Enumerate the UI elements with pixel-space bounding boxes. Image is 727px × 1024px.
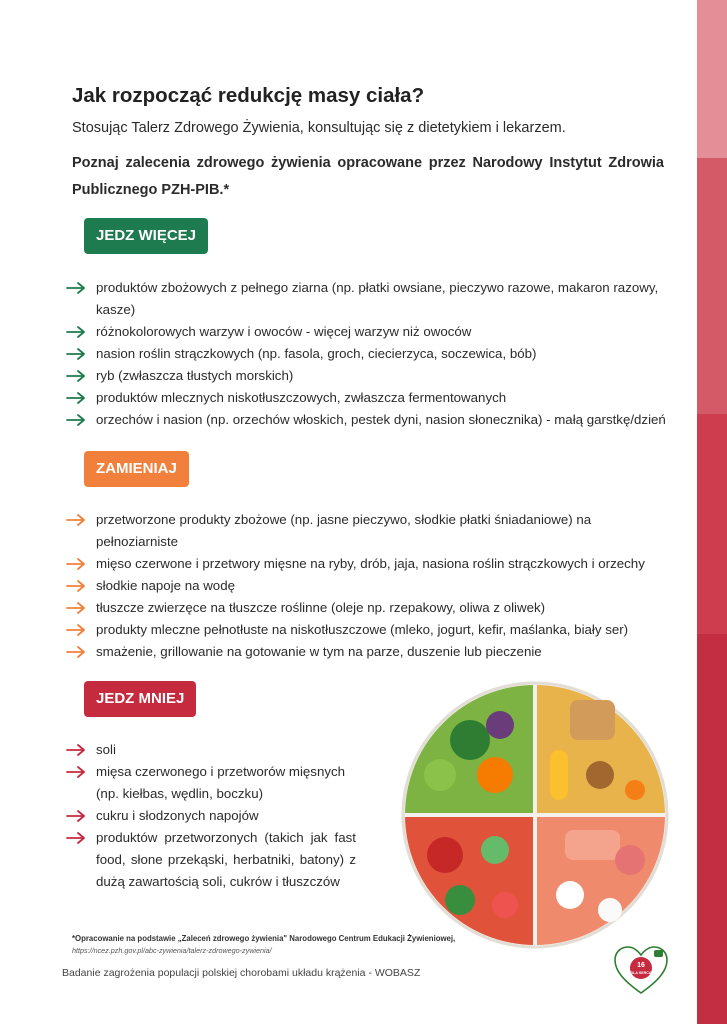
heart-logo-icon <box>612 944 670 996</box>
eat-more-list <box>66 277 676 431</box>
list-item <box>66 761 356 805</box>
list-item <box>66 343 676 365</box>
side-stripe-bottom <box>697 634 727 1024</box>
list-item-text: różnokolorowych warzyw i owoców - więcej warzyw niż owoców <box>96 324 472 339</box>
list-item-text: smażenie, grillowanie na gotowanie w tym na parze, duszenie lub pieczenie <box>96 644 542 659</box>
list-item-text: nasion roślin strączkowych (np. fasola, groch, ciecierzyca, soczewica, bób) <box>96 346 537 361</box>
list-item-text: słodkie napoje na wodę <box>96 578 235 593</box>
logo-text: DLA SERCA <box>630 971 652 975</box>
side-stripe-upper <box>697 158 727 414</box>
list-item-text: produktów zbożowych z pełnego ziarna (np. płatki owsiane, pieczywo razowe, makaron razowy, kasze) <box>96 280 659 317</box>
list-item-text: mięso czerwone i przetwory mięsne na ryby, drób, jaja, nasiona roślin strączkowych i orzechy <box>96 556 645 571</box>
list-item <box>66 597 666 619</box>
arrow-right-icon <box>66 743 86 757</box>
list-item <box>66 321 676 343</box>
arrow-right-icon <box>66 557 86 571</box>
list-item <box>66 553 666 575</box>
side-stripe-top <box>697 0 727 158</box>
list-item-text: produkty mleczne pełnotłuste na niskotłuszczowe (mleko, jogurt, kefir, maślanka, biały ser) <box>96 622 629 637</box>
arrow-right-icon <box>66 765 86 779</box>
list-item-text: soli <box>96 742 116 757</box>
arrow-right-icon <box>66 579 86 593</box>
footnote-url: https://ncez.pzh.gov.pl/abc-zywienia/talerz-zdrowego-zywienia/ <box>72 946 272 955</box>
list-item-text: produktów mlecznych niskotłuszczowych, zwłaszcza fermentowanych <box>96 390 507 405</box>
eat-less-badge: JEDZ MNIEJ <box>84 681 196 717</box>
arrow-right-icon <box>66 513 86 527</box>
side-stripe-middle <box>697 414 727 634</box>
arrow-right-icon <box>66 809 86 823</box>
list-item <box>66 409 676 431</box>
arrow-right-icon <box>66 623 86 637</box>
swap-badge: ZAMIENIAJ <box>84 451 189 487</box>
list-item <box>66 509 666 553</box>
list-item <box>66 827 356 893</box>
list-item <box>66 739 356 761</box>
list-item <box>66 575 666 597</box>
swap-list <box>66 509 666 663</box>
footnote-source: *Opracowanie na podstawie „Zaleceń zdrowego żywienia" Narodowego Centrum Edukacji Żywieniowej, <box>72 934 456 943</box>
logo-number: 16 <box>637 962 645 969</box>
footer-text: Badanie zagrożenia populacji polskiej chorobami układu krążenia - WOBASZ <box>62 967 421 979</box>
arrow-right-icon <box>66 325 86 339</box>
arrow-right-icon <box>66 831 86 845</box>
healthy-plate-illustration <box>400 680 670 950</box>
arrow-right-icon <box>66 413 86 427</box>
list-item <box>66 641 666 663</box>
arrow-right-icon <box>66 281 86 295</box>
list-item-text: ryb (zwłaszcza tłustych morskich) <box>96 368 294 383</box>
arrow-right-icon <box>66 645 86 659</box>
arrow-right-icon <box>66 347 86 361</box>
arrow-right-icon <box>66 369 86 383</box>
arrow-right-icon <box>66 601 86 615</box>
list-item-text: produktów przetworzonych (takich jak fast food, słone przekąski, herbatniki, batony) z dużą zawartością soli, cukrów i tłuszczów <box>96 830 356 889</box>
list-item <box>66 277 676 321</box>
list-item-text: cukru i słodzonych napojów <box>96 808 259 823</box>
list-item-text: mięsa czerwonego i przetworów mięsnych (np. kiełbas, wędlin, boczku) <box>96 764 346 801</box>
list-item-text: przetworzone produkty zbożowe (np. jasne pieczywo, słodkie płatki śniadaniowe) na pełnoziarniste <box>96 512 592 549</box>
list-item <box>66 387 676 409</box>
eat-more-badge: JEDZ WIĘCEJ <box>84 218 208 254</box>
eat-less-list <box>66 739 356 893</box>
page-subtitle: Stosując Talerz Zdrowego Żywienia, konsultując się z dietetykiem i lekarzem. <box>72 120 566 136</box>
list-item <box>66 805 356 827</box>
list-item-text: orzechów i nasion (np. orzechów włoskich, pestek dyni, nasion słonecznika) - małą garstkę/dzień <box>96 412 666 427</box>
list-item <box>66 365 676 387</box>
list-item <box>66 619 666 641</box>
intro-text: Poznaj zalecenia zdrowego żywienia opracowane przez Narodowy Instytut Zdrowia Publicznego PZH-PIB.* <box>72 155 664 198</box>
arrow-right-icon <box>66 391 86 405</box>
page-title: Jak rozpocząć redukcję masy ciała? <box>72 84 425 107</box>
list-item-text: tłuszcze zwierzęce na tłuszcze roślinne (oleje np. rzepakowy, oliwa z oliwek) <box>96 600 546 615</box>
